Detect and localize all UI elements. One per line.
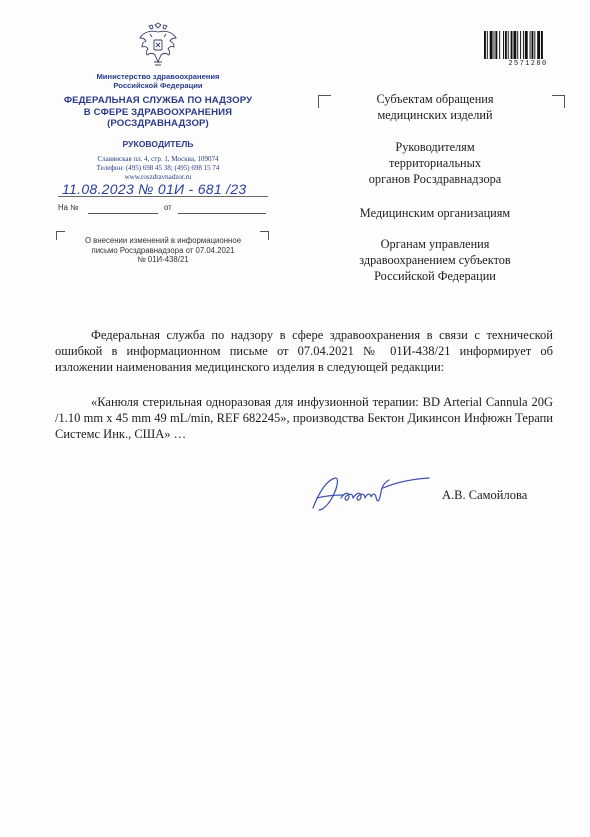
barcode-bar	[541, 31, 543, 59]
ministry-line: Российской Федерации	[113, 81, 203, 91]
registration-handwritten: 11.08.2023 № 01И - 681 /23	[62, 181, 247, 197]
barcode-bar	[494, 31, 495, 59]
subject-text: письмо Росздравнадзора от 07.04.2021	[91, 245, 235, 255]
ot-blank	[178, 213, 266, 214]
barcode-bar	[511, 31, 513, 59]
addressee-line: медицинских изделий	[377, 108, 493, 123]
addressee-line: Органам управления	[380, 237, 490, 251]
addressee-line: органов Росздравнадзора	[368, 172, 502, 187]
address-line: Славянская пл. 4, стр. 1, Москва, 109074	[97, 155, 219, 163]
addressee-line: территориальных	[388, 156, 482, 171]
addressee-health-authorities	[335, 236, 535, 285]
addressee-territorial	[335, 139, 535, 188]
barcode-bar	[505, 31, 507, 59]
na-blank	[88, 213, 158, 214]
barcode-bar	[503, 31, 504, 59]
body-paragraph-2: «Канюля стерильная одноразовая для инфузионной терапии: BD Arterial Cannula 20G /1.10 mm x 45 mm 49 mL/min, REF 682245», производства Бектон Дикинсон Инфюжн Терапи Системс Инк., США» …	[55, 395, 553, 441]
addressee-line: Субъектам обращения	[376, 92, 494, 106]
contact-info	[40, 155, 276, 182]
barcode-bar	[513, 31, 516, 59]
coat-of-arms-icon	[137, 22, 179, 68]
service-line: (РОСЗДРАВНАДЗОР)	[107, 118, 209, 129]
barcode-bar	[534, 31, 535, 59]
barcode-bar	[537, 31, 540, 59]
barcode-bar	[530, 31, 531, 59]
barcode-bar	[520, 31, 521, 59]
barcode-bar	[523, 31, 524, 59]
signer-name: А.В. Самойлова	[442, 488, 528, 502]
service-line: ФЕДЕРАЛЬНАЯ СЛУЖБА ПО НАДЗОРУ	[63, 95, 253, 106]
registration-underline	[58, 196, 268, 197]
barcode-number: 2571280	[508, 60, 548, 68]
addressee-line: Медицинским организациям	[359, 206, 511, 220]
subject-line	[58, 236, 268, 265]
barcode-bar	[484, 31, 486, 59]
na-label: На №	[58, 203, 79, 212]
barcode-bar	[508, 31, 509, 59]
barcode-bar	[499, 31, 500, 59]
service-name	[40, 95, 276, 130]
phone-line: Телефон: (495) 698 45 38; (495) 698 15 74	[96, 163, 220, 172]
corner-mark	[552, 95, 565, 108]
barcode-bar	[490, 31, 493, 59]
head-title: РУКОВОДИТЕЛЬ	[122, 139, 194, 149]
addressee-line: Руководителям	[395, 140, 475, 154]
subject-text: № 01И-438/21	[137, 255, 189, 265]
barcode-bar	[525, 31, 528, 59]
website-line: www.roszdravnadzor.ru	[124, 172, 192, 181]
corner-mark	[318, 95, 331, 108]
subject-text: О внесении изменений в информационное	[84, 236, 242, 245]
body-paragraph-1: Федеральная служба по надзору в сфере здравоохранения в связи с технической ошибкой в информационном письме от 07.04.2021 № 01И-438/21 информирует об изложении наименования медицинского изделия в следующей редакции:	[55, 328, 553, 374]
addressee-line: Российской Федерации	[374, 269, 496, 284]
barcode-bar	[517, 31, 518, 59]
addressee-medical-orgs	[335, 205, 535, 221]
signature-icon	[305, 462, 435, 520]
addressee-subjects	[335, 91, 535, 123]
barcode-bar	[487, 31, 488, 59]
ministry-name	[40, 72, 276, 90]
barcode-bar	[495, 31, 497, 59]
service-line: В СФЕРЕ ЗДРАВООХРАНЕНИЯ	[83, 106, 233, 118]
ot-label: от	[164, 203, 172, 212]
barcode	[483, 31, 573, 59]
barcode-bar	[532, 31, 534, 59]
addressee-line: здравоохранением субъектов	[359, 253, 511, 268]
ministry-line: Министерство здравоохранения	[96, 72, 220, 81]
